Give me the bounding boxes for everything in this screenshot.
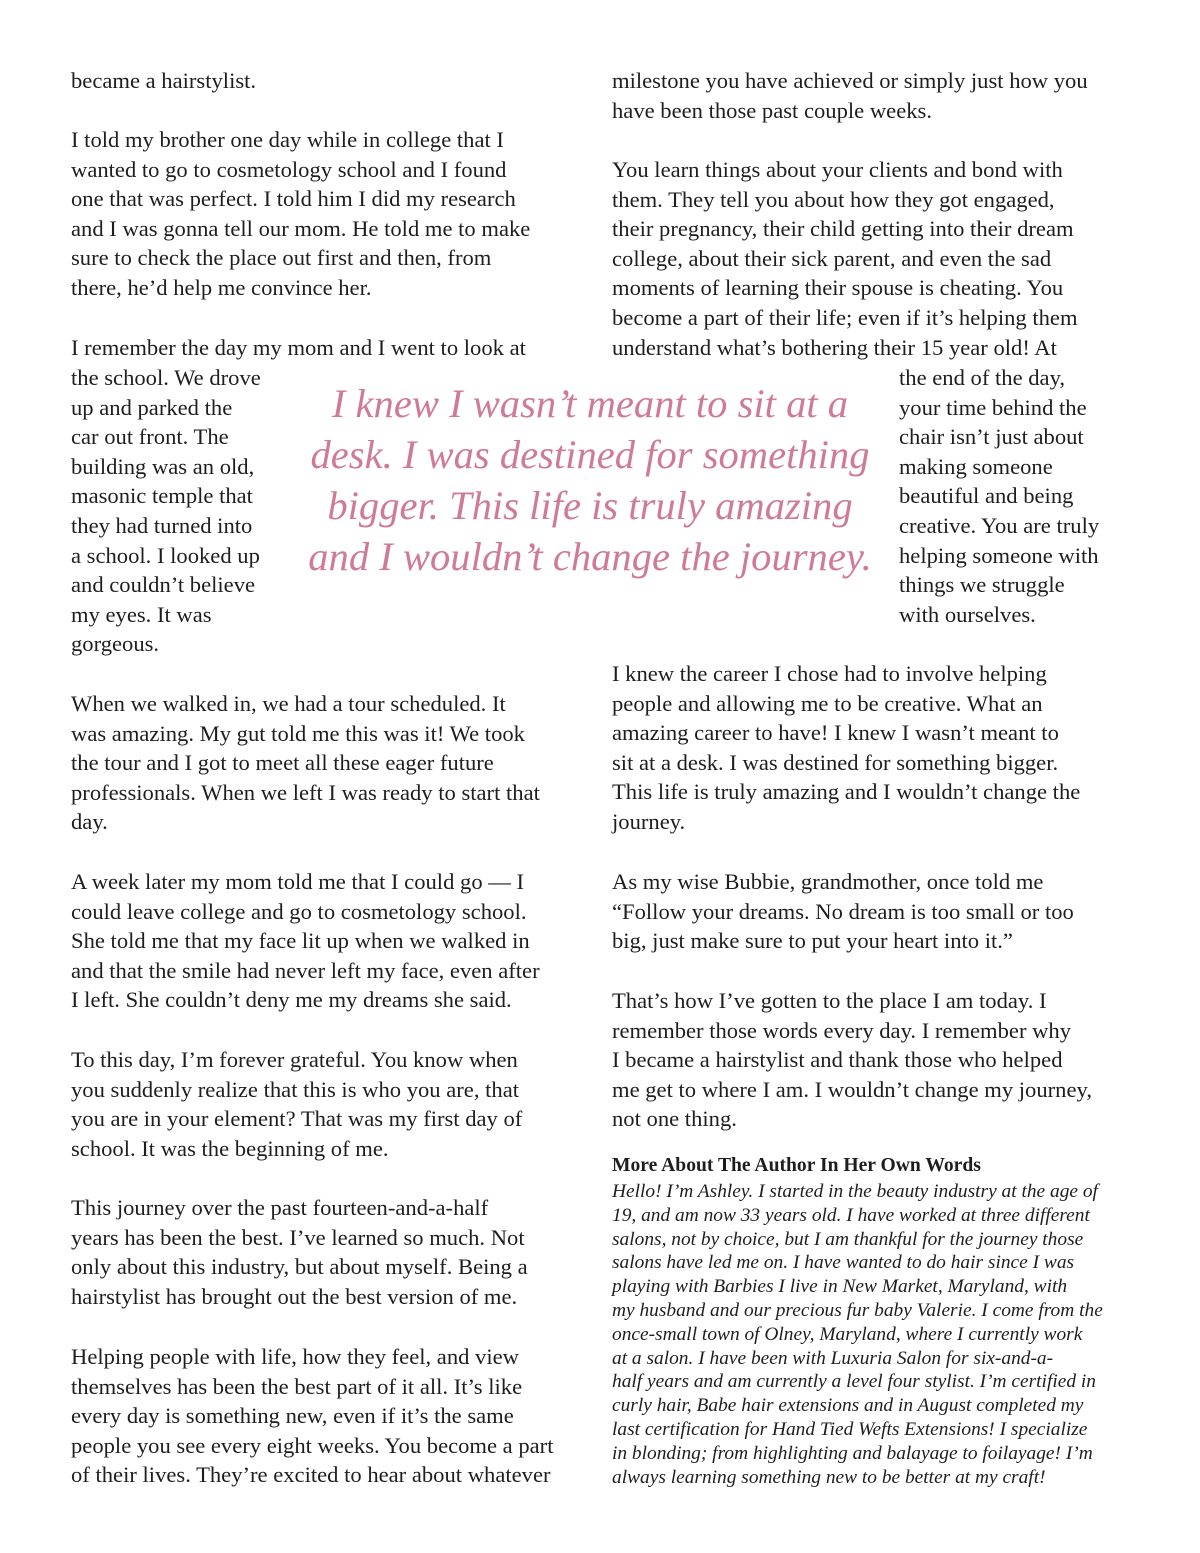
right-paragraph-2-wrap: the end of the day, your time behind the chair isn’t just about making someone beautiful and being creative. You are truly helping someone with things we struggle with ourselves.	[899, 365, 1100, 627]
pull-quote: I knew I wasn’t meant to sit at a desk. I was destined for something bigger. This life is truly amazing and I wouldn’t change the journey.	[308, 381, 872, 579]
author-bio-heading: More About The Author In Her Own Words	[612, 1155, 981, 1176]
left-paragraph-1: became a hairstylist.	[71, 68, 257, 93]
left-paragraph-8: Helping people with life, how they feel, and view themselves has been the best part of it all. It’s like every day is something new, even if it’s the same people you see every eight weeks. You become a part of their lives. They’re excited to hear about whatever	[71, 1344, 554, 1488]
left-paragraph-7: This journey over the past fourteen-and-a-half years has been the best. I’ve learned so much. Not only about this industry, but about myself. Being a hairstylist has brought out the best version of me.	[71, 1195, 528, 1309]
right-paragraph-1: milestone you have achieved or simply just how you have been those past couple weeks.	[612, 68, 1088, 123]
left-paragraph-2: I told my brother one day while in college that I wanted to go to cosmetology school and I found one that was perfect. I told him I did my research and I was gonna tell our mom. He told me to make sure to check the place out first and then, from there, he’d help me convince her.	[71, 127, 531, 300]
right-paragraph-2: You learn things about your clients and bond with them. They tell you about how they got engaged, their pregnancy, their child getting into their dream college, about their sick parent, and even the sad moments of learning their spouse is cheating. You become a part of their life; even if it’s helping them understand what’s bothering their 15 year old! At	[612, 157, 1078, 360]
right-paragraph-4: As my wise Bubbie, grandmother, once told me “Follow your dreams. No dream is too small or too big, just make sure to put your heart into it.”	[612, 869, 1074, 954]
left-paragraph-5: A week later my mom told me that I could go — I could leave college and go to cosmetology school. She told me that my face lit up when we walked in and that the smile had never left my face, even after I left. She couldn’t deny me my dreams she said.	[71, 869, 540, 1013]
left-paragraph-3-wrap: the school. We drove up and parked the car out front. The building was an old, masonic temple that they had turned into a school. I looked up and couldn’t believe my eyes. It was gorgeous.	[71, 365, 261, 657]
left-paragraph-3: I remember the day my mom and I went to look at	[71, 335, 526, 360]
author-bio-text: Hello! I’m Ashley. I started in the beauty industry at the age of 19, and am now 33 years old. I have worked at three different salons, not by choice, but I am thankful for the journey those salons have led me on. I have wanted to do hair since I was playing with Barbies I live in New Market, Maryland, with my husband and our precious fur baby Valerie. I come from the once-small town of Olney, Maryland, where I currently work at a salon. I have been with Luxuria Salon for six-and-a- half years and am currently a level four stylist. I’m certified in curly hair, Babe hair extensions and in August completed my last certification for Hand Tied Wefts Extensions! I specialize in blonding; from highlighting and balayage to foilayage! I’m always learning something new to be better at my craft!	[612, 1181, 1103, 1488]
right-paragraph-3: I knew the career I chose had to involve helping people and allowing me to be creative. What an amazing career to have! I knew I wasn’t meant to sit at a desk. I was destined for something bigger. This life is truly amazing and I wouldn’t change the journey.	[612, 661, 1081, 834]
right-paragraph-5: That’s how I’ve gotten to the place I am today. I remember those words every day. I remember why I became a hairstylist and thank those who helped me get to where I am. I wouldn’t change my journey, not one thing.	[612, 988, 1092, 1132]
left-paragraph-4: When we walked in, we had a tour scheduled. It was amazing. My gut told me this was it! We took the tour and I got to meet all these eager future professionals. When we left I was ready to start that day.	[71, 691, 540, 835]
left-paragraph-6: To this day, I’m forever grateful. You know when you suddenly realize that this is who you are, that you are in your element? That was my first day of school. It was the beginning of me.	[71, 1047, 523, 1161]
